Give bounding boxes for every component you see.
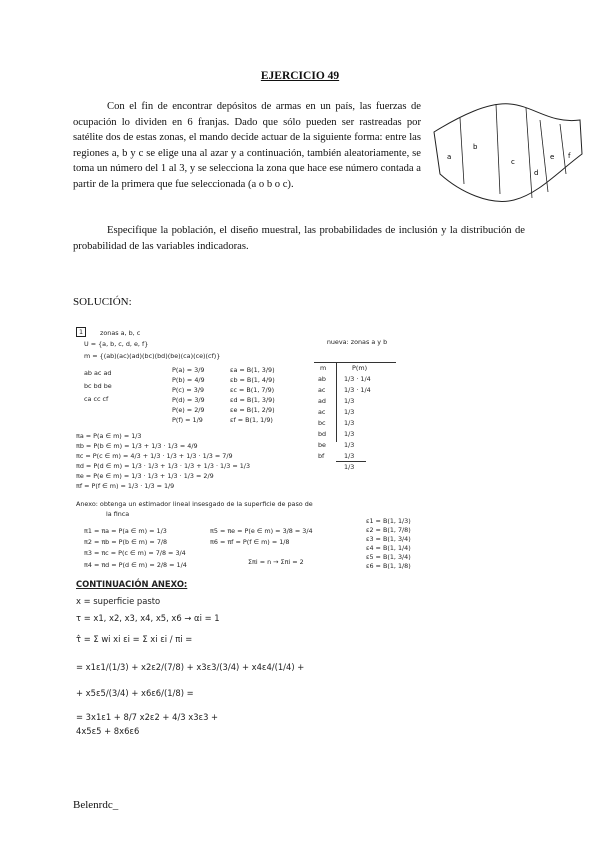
hw-pi2-line: π5 = πe = P(e ∈ m) = 3/8 = 3/4 <box>210 527 313 535</box>
hw-line-samples: m = {(ab)(ac)(ad)(bc)(bd)(be)(ca)(ce)(cf)} <box>84 352 221 360</box>
hw-table-title: nueva: zonas a y b <box>326 338 388 346</box>
hw-cont-line: = 3x1ε1 + 8/7 x2ε2 + 4/3 x3ε3 + <box>76 712 219 722</box>
hw-line-zonas: zonas a, b, c <box>100 329 141 337</box>
problem-paragraph-2: Especifique la población, el diseño muestral, las probabilidades de inclusión y la distribución de probabilidad de las variables indicadoras. <box>73 225 525 252</box>
hw-bernoulli: εb = B(1, 4/9) <box>230 376 275 384</box>
zone-label-a: a <box>447 153 452 161</box>
hw-eps-line: ε6 = B(1, 1/8) <box>366 562 411 570</box>
hw-cont-line: τ̂ = Σ wi xi εi = Σ xi εi / πi = <box>76 634 193 644</box>
hw-cont-line: = x1ε1/(1/3) + x2ε2/(7/8) + x3ε3/(3/4) + x4ε4/(1/4) + <box>76 662 305 672</box>
hw-eps-line: ε4 = B(1, 1/4) <box>366 544 411 552</box>
hw-pairs-row: ab ac ad <box>84 369 112 377</box>
hw-cont-line: 4x5ε5 + 8x6ε6 <box>76 726 140 736</box>
hw-table-head: P(m) <box>352 364 368 372</box>
hw-table-cell: 1/3 <box>344 397 355 405</box>
hw-prob: P(f) = 1/9 <box>172 416 203 424</box>
hw-pi2-line: π6 = πf = P(f ∈ m) = 1/8 <box>210 538 290 546</box>
problem-paragraph-1: Con el fin de encontrar depósitos de armas en un país, las fuerzas de ocupación lo dividen en 6 franjas. Dado que sólo pueden ser rastreadas por satélite dos de estas zonas, el mando decide actuar de la siguiente forma: entre las regiones a, b y c se elige una al azar y a continuación, también aleatoriamente, se toma un número del 1 al 3, y se selecciona la zona que hace ese número contada a partir de la primera que fue seleccionada (a o b o c). <box>73 101 421 190</box>
hw-table-cell: ac <box>318 386 326 394</box>
hw-table-cell: 1/3 <box>344 408 355 416</box>
zones-diagram <box>430 96 588 208</box>
hw-prob: P(b) = 4/9 <box>172 376 205 384</box>
hw-table-cell: ab <box>318 375 326 383</box>
hw-anexo-line: Anexo: obtenga un estimador lineal insesgado de la superficie de paso de <box>76 500 313 508</box>
hw-cont-line: τ = x1, x2, x3, x4, x5, x6 → αi = 1 <box>76 613 220 623</box>
hw-bernoulli: εa = B(1, 3/9) <box>230 366 275 374</box>
hw-pi2-line: π2 = πb = P(b ∈ m) = 7/8 <box>84 538 168 546</box>
hw-pi-line: πf = P(f ∈ m) = 1/3 · 1/3 = 1/9 <box>76 482 175 490</box>
hw-table-cell: bd <box>318 430 327 438</box>
hw-table-cell: ac <box>318 408 326 416</box>
hw-sum-line: Σπi = n → Σπi = 2 <box>248 558 304 566</box>
hw-pairs-row: bc bd be <box>84 382 112 390</box>
hw-table-cell: 1/3 · 1/4 <box>344 375 371 383</box>
hw-table-total-rule <box>336 461 366 462</box>
hw-bernoulli: εf = B(1, 1/9) <box>230 416 273 424</box>
hw-eps-line: ε1 = B(1, 1/3) <box>366 517 411 525</box>
hw-prob: P(a) = 3/9 <box>172 366 205 374</box>
hw-table-divider <box>336 362 337 442</box>
hw-table-cell: bf <box>318 452 325 460</box>
zone-label-c: c <box>511 158 515 166</box>
hw-table-cell: 1/3 <box>344 430 355 438</box>
exercise-title: EJERCICIO 49 <box>260 70 340 82</box>
hw-bernoulli: εe = B(1, 2/9) <box>230 406 275 414</box>
hw-pi-line: πa = P(a ∈ m) = 1/3 <box>76 432 142 440</box>
hw-eps-line: ε3 = B(1, 3/4) <box>366 535 411 543</box>
zone-label-b: b <box>473 143 478 151</box>
hw-pi2-line: π4 = πd = P(d ∈ m) = 2/8 = 1/4 <box>84 561 187 569</box>
zone-label-f: f <box>568 152 571 160</box>
hw-cont-line: + x5ε5/(3/4) + x6ε6/(1/8) = <box>76 688 194 698</box>
hw-line-universe: U = {a, b, c, d, e, f} <box>84 340 149 348</box>
hw-continuation-title: CONTINUACIÓN ANEXO: <box>76 579 188 589</box>
hw-eps-line: ε2 = B(1, 7/8) <box>366 526 411 534</box>
hw-eps-line: ε5 = B(1, 3/4) <box>366 553 411 561</box>
hw-table-cell: 1/3 <box>344 419 355 427</box>
solution-label: SOLUCIÓN: <box>73 296 132 308</box>
hw-pi-line: πb = P(b ∈ m) = 1/3 + 1/3 · 1/3 = 4/9 <box>76 442 198 450</box>
hw-bernoulli: εd = B(1, 3/9) <box>230 396 275 404</box>
hw-prob: P(c) = 3/9 <box>172 386 205 394</box>
handwritten-box-number: 1 <box>76 328 86 336</box>
hw-table-cell: be <box>318 441 326 449</box>
zone-label-d: d <box>534 169 539 177</box>
hw-table-cell: ad <box>318 397 326 405</box>
hw-anexo-line: la finca <box>106 510 130 518</box>
hw-table-rule <box>314 362 396 363</box>
hw-prob: P(e) = 2/9 <box>172 406 205 414</box>
hw-table-cell: 1/3 · 1/4 <box>344 386 371 394</box>
hw-cont-line: x = superficie pasto <box>76 596 161 606</box>
author-signature: Belenrdc_ <box>73 799 119 811</box>
hw-pi-line: πd = P(d ∈ m) = 1/3 · 1/3 + 1/3 · 1/3 + 1/3 · 1/3 = 1/3 <box>76 462 251 470</box>
hw-table-total: 1/3 <box>344 463 355 471</box>
hw-table-cell: 1/3 <box>344 452 355 460</box>
hw-table-cell: bc <box>318 419 326 427</box>
hw-pi-line: πc = P(c ∈ m) = 4/3 + 1/3 · 1/3 + 1/3 · 1/3 = 7/9 <box>76 452 233 460</box>
hw-table-cell: 1/3 <box>344 441 355 449</box>
hw-prob: P(d) = 3/9 <box>172 396 205 404</box>
hw-pi-line: πe = P(e ∈ m) = 1/3 · 1/3 + 1/3 · 1/3 = 2/9 <box>76 472 214 480</box>
zone-label-e: e <box>550 153 555 161</box>
hw-pi2-line: π3 = πc = P(c ∈ m) = 7/8 = 3/4 <box>84 549 186 557</box>
hw-pi2-line: π1 = πa = P(a ∈ m) = 1/3 <box>84 527 167 535</box>
hw-bernoulli: εc = B(1, 7/9) <box>230 386 275 394</box>
hw-pairs-row: ca cc cf <box>84 395 109 403</box>
hw-table-head: m <box>320 364 327 372</box>
